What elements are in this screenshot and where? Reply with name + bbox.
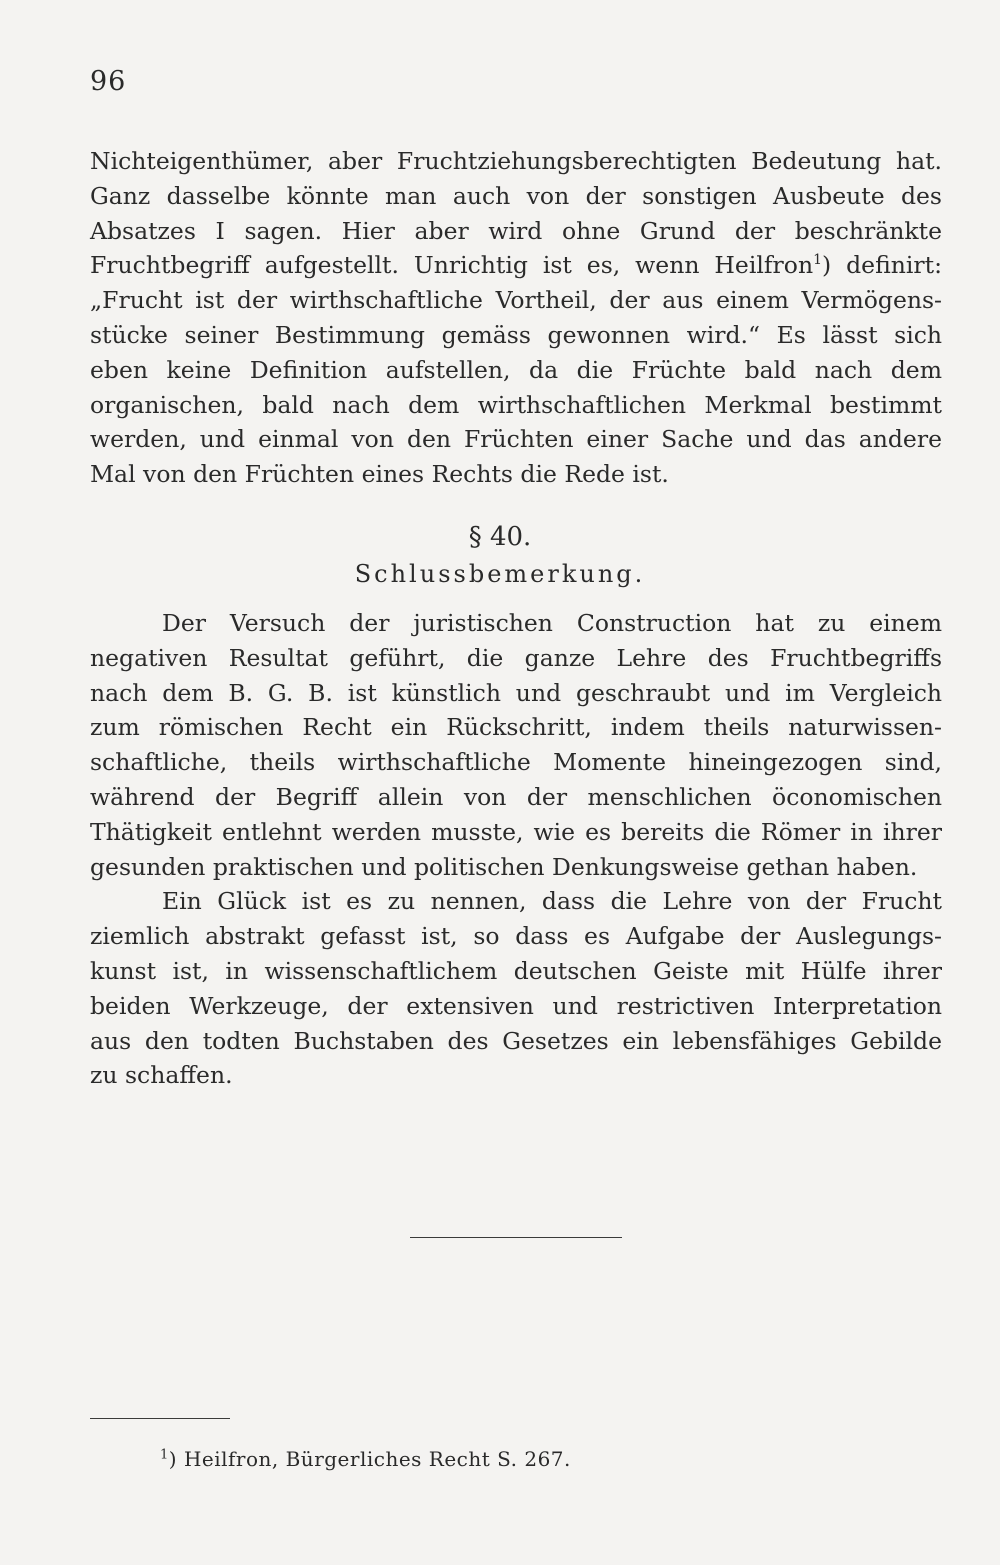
text-line: Der Versuch der juristischen Construction hat zu einem: [162, 609, 942, 637]
text-line: negativen Resultat geführt, die ganze Lehre des Fruchtbegriffs: [90, 643, 942, 672]
text-line: zu schaffen.: [90, 1061, 233, 1090]
text-line: Ganz dasselbe könnte man auch von der sonstigen Ausbeute des: [90, 181, 942, 210]
body-paragraph-2: [90, 606, 942, 1093]
text-line: „Frucht ist der wirthschaftliche Vortheil, der aus einem Vermögens-: [90, 286, 942, 315]
text-line: ziemlich abstrakt gefasst ist, so dass es Aufgabe der Auslegungs-: [90, 922, 942, 951]
text-line: stücke seiner Bestimmung gemäss gewonnen wird.“ Es lässt sich: [90, 320, 942, 349]
text-line: zum römischen Recht ein Rückschritt, indem theils naturwissen-: [90, 713, 942, 742]
section-number: § 40.: [468, 522, 532, 552]
footnote-text: ) Heilfron, Bürgerliches Recht S. 267.: [168, 1447, 571, 1471]
footnote-rule: [90, 1418, 230, 1419]
text-line: werden, und einmal von den Früchten einer Sache und das andere: [90, 425, 942, 454]
section-end-rule: [410, 1237, 622, 1238]
text-line: während der Begriff allein von der menschlichen öconomischen: [90, 782, 942, 811]
text-line-with-footnote-ref: [90, 248, 942, 283]
text-line-head: Fruchtbegriff aufgestellt. Unrichtig ist es, wenn Heilfron: [90, 251, 814, 280]
text-line: beiden Werkzeuge, der extensiven und restrictiven Interpretation: [90, 991, 942, 1020]
text-line: Mal von den Früchten eines Rechts die Rede ist.: [90, 460, 669, 489]
body-paragraph-1: [90, 144, 942, 492]
page-number: 96: [90, 66, 127, 97]
footnote-marker: 1: [160, 1447, 169, 1463]
text-line: Thätigkeit entlehnt werden musste, wie es bereits die Römer in ihrer: [90, 817, 942, 846]
text-line: aus den todten Buchstaben des Gesetzes ein lebensfähiges Gebilde: [90, 1026, 942, 1055]
text-line: schaftliche, theils wirthschaftliche Momente hineingezogen sind,: [90, 748, 942, 777]
footnote: [160, 1447, 571, 1471]
text-line: nach dem B. G. B. ist künstlich und geschraubt und im Vergleich: [90, 678, 942, 707]
text-line: Nichteigenthümer, aber Fruchtziehungsberechtigten Bedeutung hat.: [90, 147, 942, 175]
section-title: Schlussbemerkung.: [354, 560, 646, 588]
text-line: Ein Glück ist es zu nennen, dass die Lehre von der Frucht: [162, 887, 942, 916]
text-line: organischen, bald nach dem wirthschaftlichen Merkmal bestimmt: [90, 390, 942, 419]
footnote-reference[interactable]: 1: [813, 252, 822, 269]
text-line: Absatzes I sagen. Hier aber wird ohne Grund der beschränkte: [90, 216, 942, 245]
text-line: gesunden praktischen und politischen Denkungsweise gethan haben.: [90, 852, 918, 881]
text-line: eben keine Definition aufstellen, da die Früchte bald nach dem: [90, 355, 942, 384]
text-line: kunst ist, in wissenschaftlichem deutschen Geiste mit Hülfe ihrer: [90, 956, 942, 985]
text-line-tail: ) definirt:: [822, 251, 942, 280]
